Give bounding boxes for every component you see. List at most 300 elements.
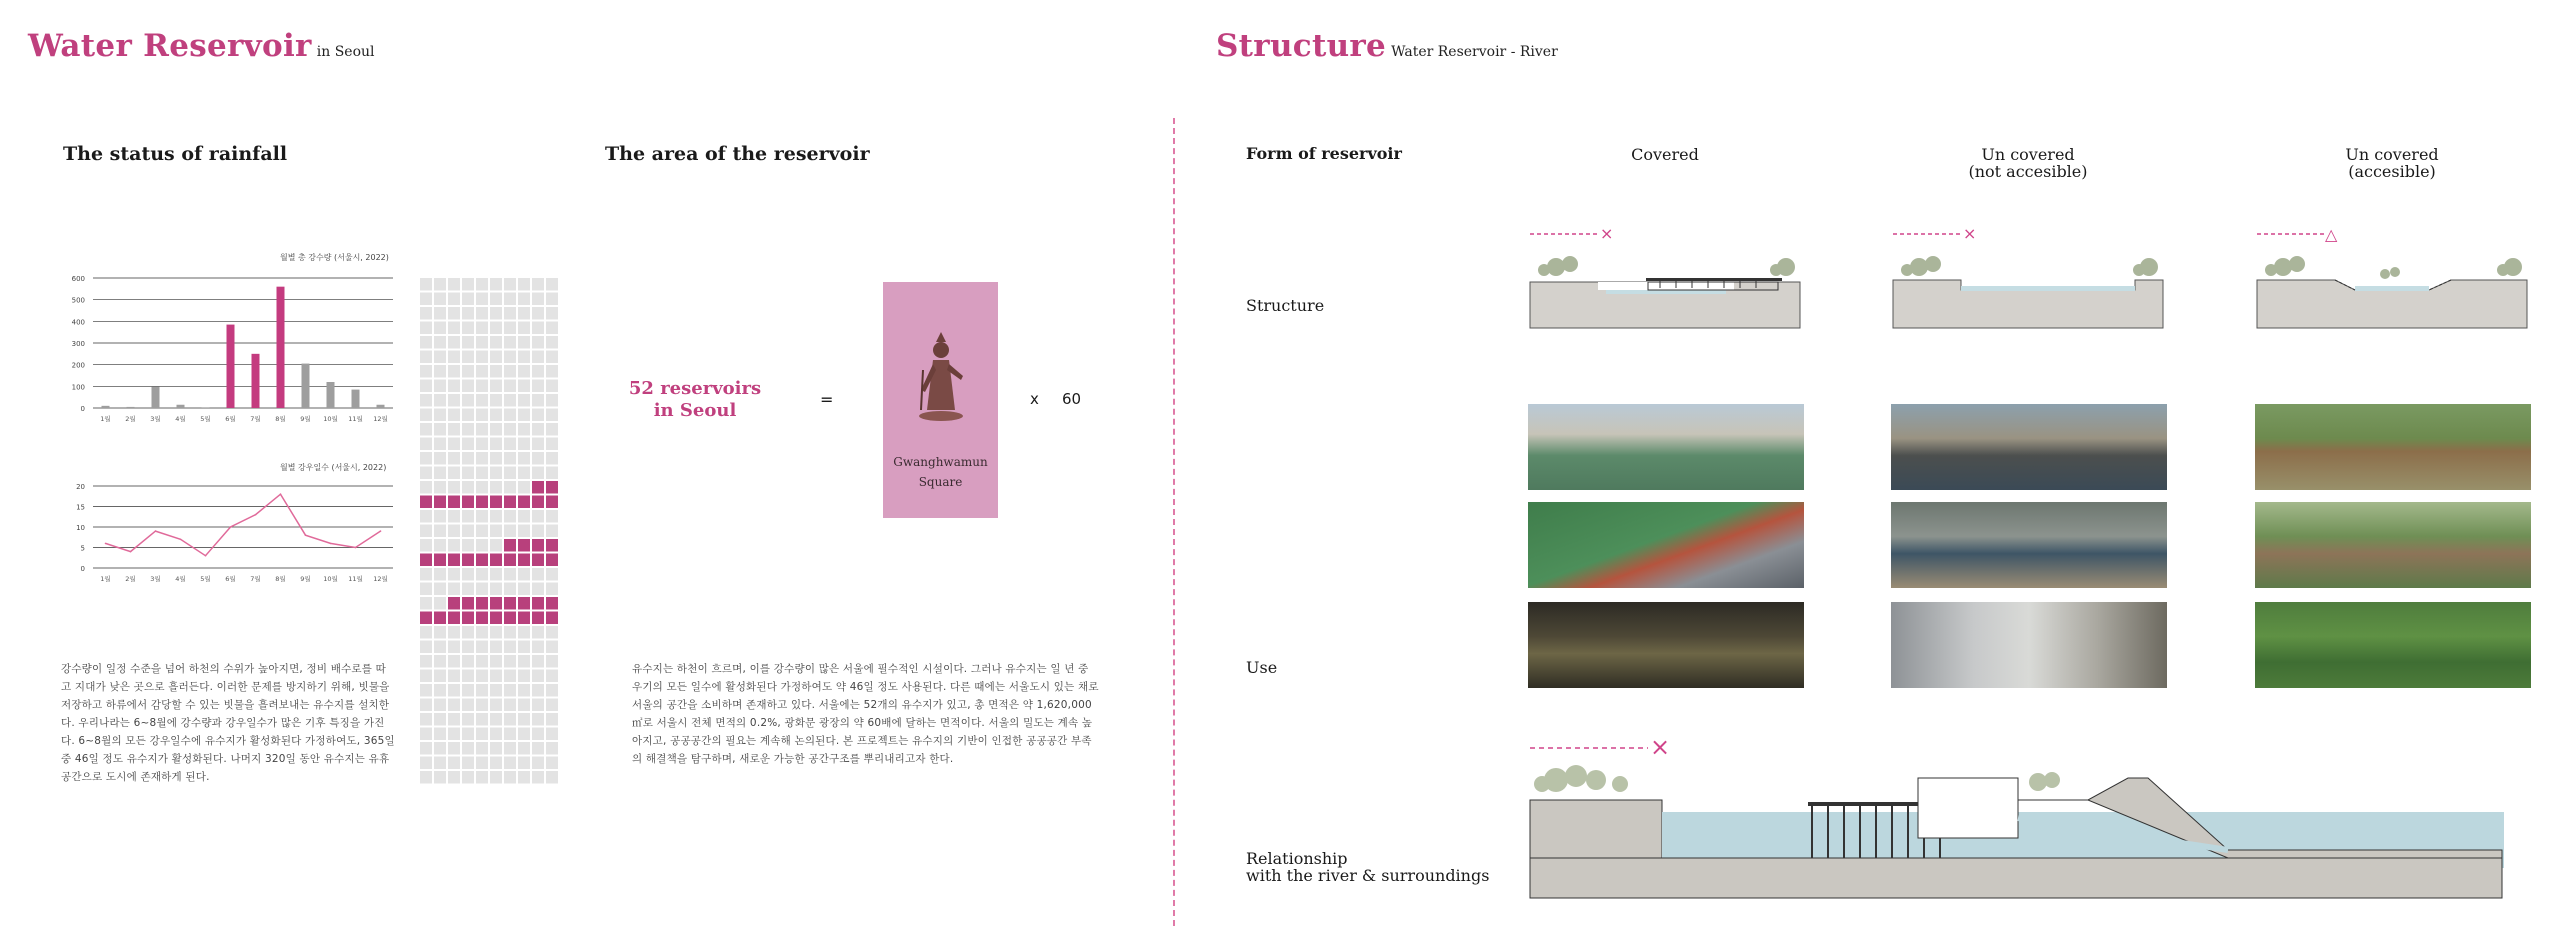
day-cell [532,525,544,538]
bar [152,387,160,408]
rain-day-cell [448,496,460,509]
statue-icon [911,330,971,422]
day-cell [420,539,432,552]
day-cell [434,771,446,784]
line-x-tick: 12월 [373,575,388,583]
day-cell [532,380,544,393]
day-cell [504,510,516,523]
equals-sign: = [820,390,834,409]
rain-day-cell [546,612,558,625]
line-y-tick: 20 [76,483,85,491]
day-cell [462,365,474,378]
line-point [330,543,332,545]
rain-day-cell [504,496,516,509]
page-divider [1173,118,1175,926]
day-cell [476,467,488,480]
day-cell [546,336,558,349]
day-cell [518,452,530,465]
day-cell [434,626,446,639]
day-cell [448,583,460,596]
day-cell [504,699,516,712]
day-cell [546,351,558,364]
day-cell [448,684,460,697]
day-cell [420,597,432,610]
day-cell [434,293,446,306]
bar-x-tick: 5월 [200,415,211,423]
day-cell [546,438,558,451]
day-cell [448,713,460,726]
rain-day-cell [546,539,558,552]
col3-line1: Un covered [2345,145,2439,164]
rain-day-cell [518,539,530,552]
day-cell [546,452,558,465]
day-cell [532,322,544,335]
col-uncovered-notaccess [1928,146,2128,180]
day-cell [476,481,488,494]
bar-y-tick: 600 [71,275,85,283]
day-cell [532,699,544,712]
day-cell [476,293,488,306]
day-cell [490,713,502,726]
day-cell [476,742,488,755]
day-cell [532,438,544,451]
day-cell [420,684,432,697]
line-y-tick: 0 [80,565,85,573]
bar [377,405,385,408]
day-cell [490,728,502,741]
day-cell [504,568,516,581]
day-cell [490,757,502,770]
day-cell [490,336,502,349]
rain-day-cell [434,554,446,567]
line-x-tick: 11월 [348,575,363,583]
day-cell [518,307,530,320]
day-cell [504,771,516,784]
day-cell [420,351,432,364]
day-cell [420,467,432,480]
day-cell [476,684,488,697]
day-cell [504,655,516,668]
day-cell [420,438,432,451]
day-cell [532,336,544,349]
day-cell [476,626,488,639]
day-cell [434,684,446,697]
day-cell [434,583,446,596]
bar [252,354,260,408]
day-cell [504,278,516,291]
day-cell [420,757,432,770]
line-y-tick: 10 [76,524,85,532]
day-cell [546,409,558,422]
day-cell [448,322,460,335]
day-cell [518,568,530,581]
day-cell [448,351,460,364]
day-cell [518,365,530,378]
photo-uncovered-pillars [1891,602,2167,688]
day-cell [504,336,516,349]
day-cell [448,728,460,741]
day-cell [518,467,530,480]
rainfall-paragraph: 강수량이 일정 수준을 넘어 하천의 수위가 높아지면, 정비 배수로를 따고 지대가 낮은 곳으로 흘러든다. 이러한 문제를 방지하기 위해, 빗물을 저장하고 하류에서 감당할 수 있는 빗물을 흘려보내는 유수지를 설치한다. 우리나라는 6~8월에 강수량과 강우일수가 많은 기후 특징을 가진다. 6~8월의 모든 강우일수에 유수지가 활성화된다 가정하여도, 365일 중 46일 정도 유수지가 활성화된다. 나머지 320일 동안 유수지는 유휴 공간으로 도시에 존재하게 된다. [61,663,395,783]
day-cell [546,626,558,639]
day-cell [462,481,474,494]
day-cell [546,699,558,712]
day-cell [490,583,502,596]
day-cell [434,423,446,436]
day-cell [518,641,530,654]
day-cell [518,525,530,538]
day-cell [448,539,460,552]
access-symbol-3: △ [2325,225,2338,244]
day-cell [462,525,474,538]
day-cell [448,380,460,393]
right-title-block [1216,28,1558,64]
bar [177,405,185,408]
day-cell [532,510,544,523]
day-cell [448,293,460,306]
day-cell [420,336,432,349]
day-cell [504,641,516,654]
day-cell [462,307,474,320]
day-cell [434,510,446,523]
rain-day-cell [546,481,558,494]
day-cell [420,510,432,523]
day-cell [504,728,516,741]
day-cell [490,670,502,683]
day-cell [490,293,502,306]
day-cell [546,684,558,697]
day-cell [490,510,502,523]
day-cell [462,539,474,552]
day-cell [546,728,558,741]
day-cell [448,307,460,320]
day-cell [504,626,516,639]
rain-day-cell [434,496,446,509]
rainy-days-line-chart [55,478,400,588]
day-cell [434,597,446,610]
day-cell [462,467,474,480]
relationship-line1: Relationship [1246,849,1348,868]
plaza-card [883,282,998,518]
line-point [230,526,232,528]
day-cell [462,684,474,697]
day-cell [448,525,460,538]
rain-day-cell [504,612,516,625]
rain-day-cell [462,612,474,625]
day-cell [532,365,544,378]
day-cell [476,771,488,784]
day-cell [518,742,530,755]
day-cell [490,307,502,320]
day-cell [434,438,446,451]
bar-x-tick: 3월 [150,415,161,423]
day-cell [434,713,446,726]
day-cell [434,409,446,422]
col3-line2: (accesible) [2348,162,2436,181]
day-cell [434,699,446,712]
day-cell [434,525,446,538]
day-cell [504,481,516,494]
day-cell [532,409,544,422]
day-cell [476,568,488,581]
day-cell [434,728,446,741]
line-point [205,555,207,557]
day-cell [448,481,460,494]
rain-day-cell [518,612,530,625]
day-cell [420,394,432,407]
day-cell [434,278,446,291]
day-cell [448,409,460,422]
day-cell [546,757,558,770]
day-cell [476,728,488,741]
day-cell [490,525,502,538]
rain-day-cell [532,554,544,567]
structure-uncovered-notaccess-diagram [1891,222,2167,330]
day-cell [476,365,488,378]
access-symbol-2: × [1963,224,1977,243]
bar [202,407,210,408]
day-cell [546,742,558,755]
day-cell [532,307,544,320]
day-cell [518,670,530,683]
line-point [380,530,382,532]
line-x-tick: 4월 [175,575,186,583]
days-grid [420,278,562,786]
day-cell [546,307,558,320]
day-cell [476,510,488,523]
day-cell [448,336,460,349]
day-cell [518,293,530,306]
day-cell [504,380,516,393]
day-cell [462,510,474,523]
bar [127,407,135,408]
line-x-tick: 7월 [250,575,261,583]
day-cell [532,394,544,407]
day-cell [518,336,530,349]
day-cell [504,438,516,451]
day-cell [504,293,516,306]
day-cell [546,771,558,784]
day-cell [462,742,474,755]
day-cell [434,336,446,349]
line-y-tick: 15 [76,503,85,512]
line-x-tick: 1월 [100,575,111,583]
day-cell [490,452,502,465]
day-cell [462,713,474,726]
day-cell [504,394,516,407]
rain-day-cell [476,496,488,509]
day-cell [546,655,558,668]
day-cell [504,713,516,726]
rain-day-cell [504,539,516,552]
rain-day-cell [420,496,432,509]
day-cell [532,351,544,364]
day-cell [448,757,460,770]
day-cell [504,365,516,378]
day-cell [420,771,432,784]
line-point [180,539,182,541]
bar-y-tick: 0 [80,405,85,413]
day-cell [490,409,502,422]
bar-x-tick: 12월 [373,415,388,423]
day-cell [420,626,432,639]
line-y-tick: 5 [80,544,85,553]
day-cell [504,684,516,697]
day-cell [448,655,460,668]
day-cell [420,655,432,668]
col-uncovered-access [2292,146,2492,180]
bar-x-tick: 1월 [100,415,111,423]
day-cell [518,510,530,523]
day-cell [532,771,544,784]
rain-day-cell [546,597,558,610]
day-cell [476,423,488,436]
day-cell [420,452,432,465]
day-cell [462,568,474,581]
day-cell [420,670,432,683]
rain-day-cell [490,597,502,610]
rain-day-cell [504,597,516,610]
line-x-tick: 9월 [300,575,311,583]
day-cell [476,394,488,407]
multiplier-value: 60 [1062,390,1082,408]
day-cell [448,452,460,465]
bar-y-tick: 400 [71,318,85,327]
day-cell [546,365,558,378]
day-cell [532,742,544,755]
photo-uncovered-channel [1891,404,2167,490]
day-cell [462,278,474,291]
day-cell [476,336,488,349]
day-cell [546,278,558,291]
rain-day-cell [420,554,432,567]
day-cell [448,568,460,581]
day-cell [420,583,432,596]
day-cell [490,467,502,480]
day-cell [462,394,474,407]
left-title-block [28,28,375,64]
rain-day-cell [448,554,460,567]
day-cell [462,655,474,668]
rain-day-cell [448,597,460,610]
bar-x-tick: 2월 [125,415,136,423]
day-cell [476,452,488,465]
chart2-caption: 월별 강우일수 (서울시, 2022) [280,463,387,472]
day-cell [546,322,558,335]
line-x-tick: 8월 [275,575,286,583]
bar-y-tick: 300 [71,340,85,348]
day-cell [476,713,488,726]
bar-x-tick: 10월 [323,415,338,423]
day-cell [518,626,530,639]
structure-uncovered-access-diagram [2255,222,2531,330]
relationship-line2: with the river & surroundings [1246,866,1490,885]
day-cell [518,351,530,364]
bar-y-tick: 500 [71,296,85,305]
day-cell [546,583,558,596]
day-cell [420,278,432,291]
day-cell [434,380,446,393]
bar-x-tick: 9월 [300,415,311,423]
day-cell [420,699,432,712]
relation-symbol: × [1650,733,1671,761]
day-cell [476,307,488,320]
day-cell [490,380,502,393]
rainfall-bar-chart [55,268,400,428]
line-x-tick: 5월 [200,575,211,583]
day-cell [462,757,474,770]
rain-day-cell [490,496,502,509]
structure-covered-diagram [1528,222,1804,330]
day-cell [532,728,544,741]
chart1-caption: 월별 총 강수량 (서울시, 2022) [280,253,389,262]
day-cell [462,351,474,364]
day-cell [490,742,502,755]
col-covered: Covered [1631,145,1699,164]
rain-day-cell [532,612,544,625]
day-cell [504,670,516,683]
day-cell [420,728,432,741]
day-cell [462,771,474,784]
day-cell [476,699,488,712]
day-cell [518,713,530,726]
day-cell [448,278,460,291]
day-cell [462,670,474,683]
day-cell [518,699,530,712]
day-cell [532,278,544,291]
day-cell [532,568,544,581]
rain-day-cell [546,554,558,567]
bar-x-tick: 4월 [175,415,186,423]
rain-day-cell [462,554,474,567]
bar-y-tick: 200 [71,361,85,370]
rain-day-cell [490,612,502,625]
rainfall-heading: The status of rainfall [63,143,288,165]
area-heading: The area of the reservoir [605,143,870,165]
left-title: Water Reservoir [28,28,312,64]
rain-day-cell [490,554,502,567]
day-cell [532,293,544,306]
day-cell [434,670,446,683]
day-cell [420,380,432,393]
day-cell [462,583,474,596]
rain-day-cell [448,612,460,625]
rain-day-cell [532,481,544,494]
day-cell [504,322,516,335]
day-cell [546,641,558,654]
line-x-tick: 2월 [125,575,136,583]
plaza-label: Gwanghwamun Square [893,455,988,489]
line-point [255,514,257,516]
rain-day-cell [462,496,474,509]
day-cell [518,728,530,741]
access-symbol-1: × [1600,224,1614,243]
line-point [155,530,157,532]
photo-covered-underneath [1528,602,1804,688]
day-cell [434,365,446,378]
day-cell [490,351,502,364]
day-cell [504,467,516,480]
day-cell [448,467,460,480]
day-cell [476,351,488,364]
day-cell [490,655,502,668]
rain-day-cell [476,554,488,567]
rain-day-cell [546,496,558,509]
day-cell [462,423,474,436]
day-cell [518,684,530,697]
day-cell [420,307,432,320]
day-cell [518,757,530,770]
